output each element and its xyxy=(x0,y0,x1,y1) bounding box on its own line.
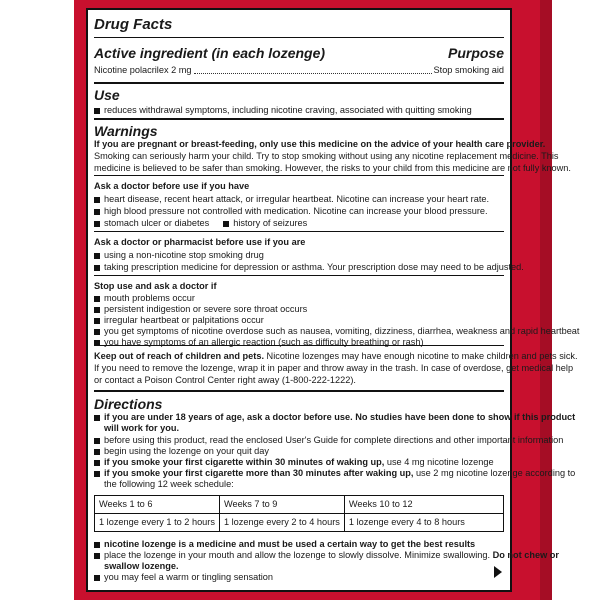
table-header: Weeks 10 to 12 xyxy=(344,496,503,514)
directions-section xyxy=(94,392,576,586)
square-bullet-icon xyxy=(94,108,100,114)
list-item: you have symptoms of an allergic reaction (such as difficulty breathing or rash) xyxy=(104,337,424,347)
table-row xyxy=(95,514,504,532)
ask-pharmacist-heading: Ask a doctor or pharmacist before use if you are xyxy=(94,237,306,247)
keep-out-line: or contact a Poison Control Center right away (1-800-222-1222). xyxy=(94,375,356,385)
use-heading: Use xyxy=(94,87,120,103)
square-bullet-icon xyxy=(94,197,100,203)
title-section xyxy=(94,14,504,38)
pregnancy-line: medicine is believed to be safer than smoking. However, the risks to your child from this medicine are not fully known. xyxy=(94,163,571,173)
square-bullet-icon xyxy=(223,221,229,227)
square-bullet-icon xyxy=(94,471,100,477)
after-30-dose-cont: the following 12 week schedule: xyxy=(104,479,234,489)
stop-use-section xyxy=(94,276,580,347)
list-item: history of seizures xyxy=(233,218,308,228)
use-section xyxy=(94,84,504,120)
square-bullet-icon xyxy=(94,449,100,455)
ask-pharmacist-section xyxy=(94,232,524,276)
warnings-pregnancy xyxy=(94,120,571,176)
do-not-chew: Do not chew or xyxy=(490,550,559,560)
ingredient-name: Nicotine polacrilex 2 mg xyxy=(94,65,192,75)
after-30-dose: use 2 mg nicotine lozenge according to xyxy=(413,468,576,478)
list-item: stomach ulcer or diabetes xyxy=(104,218,210,228)
list-item: mouth problems occur xyxy=(104,293,195,303)
after-30-min: if you smoke your first cigarette more than 30 minutes after waking up, xyxy=(104,468,414,478)
use-item: reduces withdrawal symptoms, including nicotine craving, associated with quitting smoking xyxy=(104,105,472,115)
list-item: irregular heartbeat or palpitations occur xyxy=(104,315,264,325)
table-header: Weeks 1 to 6 xyxy=(95,496,220,514)
ask-doctor-heading: Ask a doctor before use if you have xyxy=(94,181,250,191)
square-bullet-icon xyxy=(94,307,100,313)
square-bullet-icon xyxy=(94,460,100,466)
table-cell: 1 lozenge every 1 to 2 hours xyxy=(95,514,220,532)
carton-edge xyxy=(540,0,552,600)
square-bullet-icon xyxy=(94,553,100,559)
under-18-warning: if you are under 18 years of age, ask a doctor before use. No studies have been done to show if this product xyxy=(104,412,576,422)
list-item: before using this product, read the enclosed User's Guide for complete directions and other important information xyxy=(104,435,564,445)
keep-out-text: Nicotine lozenges may have enough nicotine to make children and pets sick. xyxy=(264,351,578,361)
square-bullet-icon xyxy=(94,329,100,335)
square-bullet-icon xyxy=(94,340,100,346)
list-item: using a non-nicotine stop smoking drug xyxy=(104,250,264,260)
place-lozenge: place the lozenge in your mouth and allow the lozenge to slowly dissolve. Minimize swallowing. xyxy=(104,550,491,560)
stop-use-heading: Stop use and ask a doctor if xyxy=(94,281,217,291)
square-bullet-icon xyxy=(94,296,100,302)
square-bullet-icon xyxy=(94,318,100,324)
within-30-dose: use 4 mg nicotine lozenge xyxy=(384,457,494,467)
within-30-min: if you smoke your first cigarette within 30 minutes of waking up, xyxy=(104,457,385,467)
list-item: you get symptoms of nicotine overdose such as nausea, vomiting, dizziness, diarrhea, weakness and rapid heartbeat xyxy=(104,326,580,336)
list-item: begin using the lozenge on your quit day xyxy=(104,446,269,456)
pregnancy-warning: If you are pregnant or breast-feeding, only use this medicine on the advice of your health care provider. xyxy=(94,139,546,149)
keep-out-heading: Keep out of reach of children and pets. xyxy=(94,351,264,361)
warnings-heading: Warnings xyxy=(94,123,158,139)
table-header: Weeks 7 to 9 xyxy=(219,496,344,514)
list-item: taking prescription medicine for depression or asthma. Your prescription dose may need to be adjusted. xyxy=(104,262,524,272)
list-item: persistent indigestion or severe sore throat occurs xyxy=(104,304,308,314)
square-bullet-icon xyxy=(94,415,100,421)
active-ingredient-heading: Active ingredient (in each lozenge) xyxy=(94,45,326,61)
square-bullet-icon xyxy=(94,209,100,215)
square-bullet-icon xyxy=(94,221,100,227)
under-18-warning-cont: will work for you. xyxy=(104,423,180,433)
ingredient-purpose: Stop smoking aid xyxy=(433,65,504,75)
square-bullet-icon xyxy=(94,265,100,271)
do-not-chew-cont: swallow lozenge. xyxy=(104,561,179,571)
keep-out-line: If you need to remove the lozenge, wrap it in paper and throw away in the trash. In case of overdose, get medical help xyxy=(94,363,574,373)
table-cell: 1 lozenge every 4 to 8 hours xyxy=(344,514,503,532)
list-item: heart disease, recent heart attack, or irregular heartbeat. Nicotine can increase your heart rate. xyxy=(104,194,490,204)
keep-out-of-reach-section xyxy=(94,346,578,392)
square-bullet-icon xyxy=(94,542,100,548)
right-triangle-icon xyxy=(494,566,502,578)
directions-heading: Directions xyxy=(94,396,163,412)
list-item: you may feel a warm or tingling sensation xyxy=(104,572,274,582)
drug-facts-panel xyxy=(86,8,580,592)
dot-leader xyxy=(194,65,432,74)
active-ingredient-section xyxy=(94,38,504,84)
square-bullet-icon xyxy=(94,438,100,444)
page-title: Drug Facts xyxy=(94,16,173,33)
list-item: high blood pressure not controlled with medication. Nicotine can increase your blood pressure. xyxy=(104,206,488,216)
pregnancy-line: Smoking can seriously harm your child. Try to stop smoking without using any nicotine replacement medicine. This xyxy=(94,151,559,161)
purpose-heading: Purpose xyxy=(447,45,504,61)
square-bullet-icon xyxy=(94,253,100,259)
table-row xyxy=(95,496,504,514)
table-cell: 1 lozenge every 2 to 4 hours xyxy=(219,514,344,532)
ask-doctor-section xyxy=(94,176,504,232)
schedule-table xyxy=(94,495,504,532)
square-bullet-icon xyxy=(94,575,100,581)
medicine-notice: nicotine lozenge is a medicine and must be used a certain way to get the best results xyxy=(104,539,476,549)
